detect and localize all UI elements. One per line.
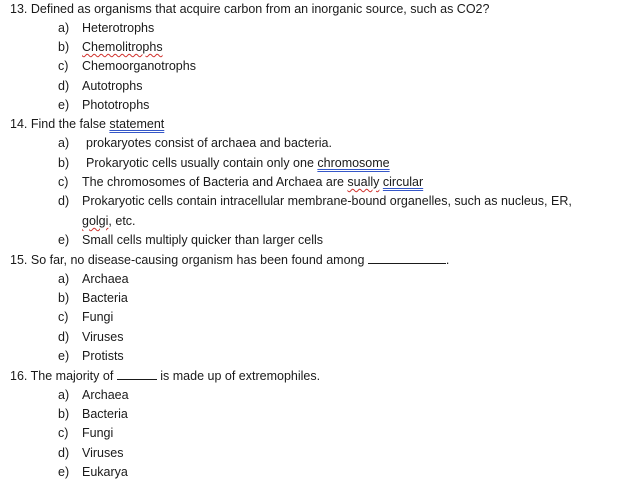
grammar-marked-word: chromosome: [317, 156, 390, 170]
question-13: [10, 2, 489, 17]
option-13c-text: Chemoorganotrophs: [82, 59, 196, 73]
option-13e: [58, 98, 69, 113]
question-number: 13.: [10, 2, 28, 16]
option-15b-text: Bacteria: [82, 291, 128, 305]
question-number: 14.: [10, 117, 28, 131]
question-number: 15.: [10, 253, 28, 267]
option-letter: a): [58, 272, 70, 286]
option-letter: d): [58, 194, 70, 208]
option-16b: [58, 407, 69, 422]
option-text: , etc.: [108, 214, 136, 228]
option-15e: [58, 349, 69, 364]
option-14d: [58, 194, 69, 209]
option-13d-text: Autotrophs: [82, 79, 143, 93]
option-text: Prokaryotic cells usually contain only one: [86, 156, 318, 170]
question-16: [10, 368, 320, 384]
option-letter: a): [58, 388, 70, 402]
option-14e-text: Small cells multiply quicker than larger cells: [82, 233, 324, 247]
option-14e: [58, 233, 69, 248]
option-13c: [58, 59, 68, 74]
option-14b: [58, 156, 69, 171]
option-15d-text: Viruses: [82, 330, 124, 344]
option-16d: [58, 446, 69, 461]
option-letter: b): [58, 291, 70, 305]
option-letter: e): [58, 349, 70, 363]
spelling-marked-word: Chemolitrophs: [82, 40, 163, 54]
question-text-end: .: [445, 253, 450, 267]
grammar-marked-word: circular: [382, 175, 424, 189]
question-text: Defined as organisms that acquire carbon from an inorganic source, such as CO2?: [30, 2, 490, 16]
spelling-marked-word: golgi: [82, 214, 109, 228]
option-letter: e): [58, 98, 70, 112]
option-letter: d): [58, 79, 70, 93]
option-16c-text: Fungi: [82, 426, 114, 440]
question-14: [10, 117, 164, 132]
option-letter: b): [58, 407, 70, 421]
option-13a: [58, 21, 69, 36]
option-14b-text: [86, 156, 390, 171]
question-number: 16.: [10, 369, 28, 383]
option-letter: b): [58, 40, 70, 54]
option-13b: [58, 40, 69, 55]
option-letter: b): [58, 156, 70, 170]
option-13d: [58, 79, 69, 94]
question-15: [10, 252, 449, 268]
option-15c-text: Fungi: [82, 310, 114, 324]
option-letter: c): [58, 175, 69, 189]
option-16a-text: Archaea: [82, 388, 129, 402]
option-letter: d): [58, 330, 70, 344]
option-13e-text: Phototrophs: [82, 98, 150, 112]
option-text: The chromosomes of Bacteria and Archaea are: [82, 175, 348, 189]
option-14c: [58, 175, 68, 190]
option-15d: [58, 330, 69, 345]
option-letter: d): [58, 446, 70, 460]
option-16e: [58, 465, 69, 480]
option-16c: [58, 426, 68, 441]
question-text: So far, no disease-causing organism has been found among: [30, 253, 365, 267]
option-letter: e): [58, 233, 70, 247]
answer-blank: [117, 368, 157, 380]
option-14c-text: [82, 175, 423, 190]
option-letter: a): [58, 21, 70, 35]
answer-blank: [368, 252, 446, 264]
option-14a-text: prokaryotes consist of archaea and bacteria.: [86, 136, 332, 150]
option-14a: [58, 136, 69, 151]
option-15a: [58, 272, 69, 287]
question-text: Find the false: [30, 117, 110, 131]
option-14d-text: Prokaryotic cells contain intracellular membrane-bound organelles, such as nucleus, ER,: [82, 194, 572, 208]
option-15c: [58, 310, 68, 325]
question-text: The majority of: [30, 369, 114, 383]
option-letter: c): [58, 426, 69, 440]
question-text-end: is made up of extremophiles.: [156, 369, 321, 383]
option-16a: [58, 388, 69, 403]
option-15a-text: Archaea: [82, 272, 129, 286]
option-13b-text: [82, 40, 163, 55]
option-letter: c): [58, 59, 69, 73]
option-letter: e): [58, 465, 70, 479]
option-letter: c): [58, 310, 69, 324]
option-15e-text: Protists: [82, 349, 124, 363]
option-letter: a): [58, 136, 70, 150]
option-15b: [58, 291, 69, 306]
option-16b-text: Bacteria: [82, 407, 128, 421]
option-16e-text: Eukarya: [82, 465, 128, 479]
option-14d-continuation: [82, 214, 136, 229]
option-13a-text: Heterotrophs: [82, 21, 155, 35]
option-16d-text: Viruses: [82, 446, 124, 460]
grammar-marked-word: statement: [109, 117, 165, 131]
spelling-marked-word: sually: [347, 175, 380, 189]
